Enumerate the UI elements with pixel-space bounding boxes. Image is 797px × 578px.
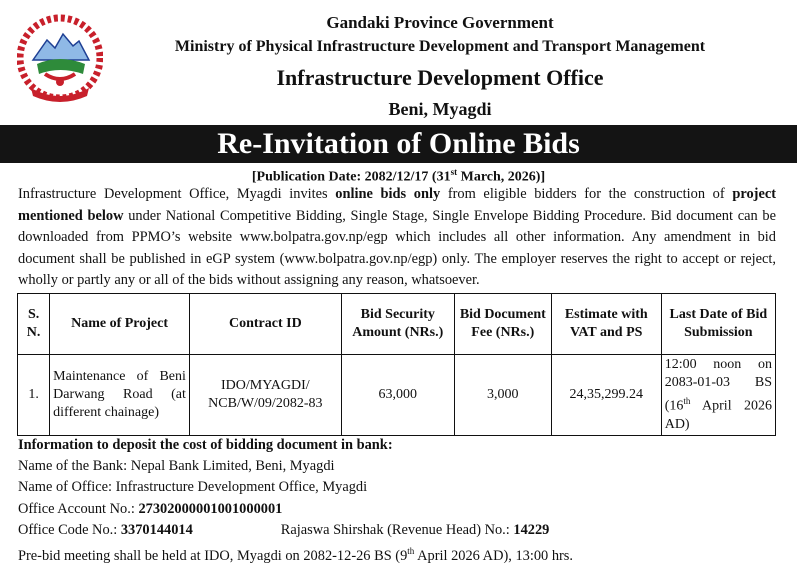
nepal-emblem-logo [17, 14, 103, 104]
intro-paragraph: Infrastructure Development Office, Myagdi invites online bids only from eligible bidders for the construction of project mentioned below under National Competitive Bidding, Single Stage, Single Envelope Bidding Procedure. Bid document can be downloaded from PPMO’s website www.bolpatra.gov.np/egp which includes all other information. Any amendment in bid document shall be published in eGP system (www.bolpatra.gov.np/egp) only. The employer reserves the right to accept or reject, wholly or partly any or all of the bids without assigning any reason, whatsoever. [18, 186, 777, 288]
col-contract-id: Contract ID [189, 294, 341, 355]
bid-table [17, 293, 776, 436]
cell-sn: 1. [18, 355, 50, 436]
cell-bid-security: 63,000 [341, 355, 454, 436]
table-row [18, 355, 776, 436]
table-header-row [18, 294, 776, 355]
col-estimate: Estimate with VAT and PS [551, 294, 661, 355]
cell-estimate: 24,35,299.24 [551, 355, 661, 436]
bank-info [18, 435, 778, 567]
cell-project-name: Maintenance of Beni Darwang Road (at different chainage) [50, 355, 190, 436]
bank-info-title: Information to deposit the cost of bidding document in bank: [18, 437, 393, 453]
col-last-date: Last Date of Bid Submission [661, 294, 775, 355]
col-bid-security: Bid Security Amount (NRs.) [341, 294, 454, 355]
office-name-line: Name of Office: Infrastructure Development Office, Myagdi [18, 479, 368, 496]
col-document-fee: Bid Document Fee (NRs.) [454, 294, 551, 355]
office-location: Beni, Myagdi [388, 99, 492, 119]
cell-document-fee: 3,000 [454, 355, 551, 436]
col-project-name: Name of Project [50, 294, 190, 355]
account-no-line: Office Account No.: 27302000001001000001 [18, 500, 283, 517]
bank-name-line: Name of the Bank: Nepal Bank Limited, Beni, Myagdi [18, 458, 335, 475]
prebid-meeting-line: Pre-bid meeting shall be held at IDO, Myagdi on 2082-12-26 BS (9th April 2026 AD), 13:00 hrs. [18, 546, 574, 564]
office-code-line: Office Code No.: 3370144014 Rajaswa Shirshak (Revenue Head) No.: 14229 [18, 521, 550, 538]
ministry-name: Ministry of Physical Infrastructure Development and Transport Management [174, 38, 706, 55]
cell-last-date: 12:00 noon on 2083-01-03 BS (16th April 2026 AD) [661, 355, 775, 436]
office-name: Infrastructure Development Office [276, 65, 604, 90]
cell-contract-id: IDO/MYAGDI/ NCB/W/09/2082-83 [189, 355, 341, 436]
notice-title-banner: Re-Invitation of Online Bids [0, 125, 797, 163]
publication-date: [Publication Date: 2082/12/17 (31st March, 2026)] [251, 167, 546, 185]
col-sn: S. N. [18, 294, 50, 355]
government-name: Gandaki Province Government [326, 13, 554, 32]
